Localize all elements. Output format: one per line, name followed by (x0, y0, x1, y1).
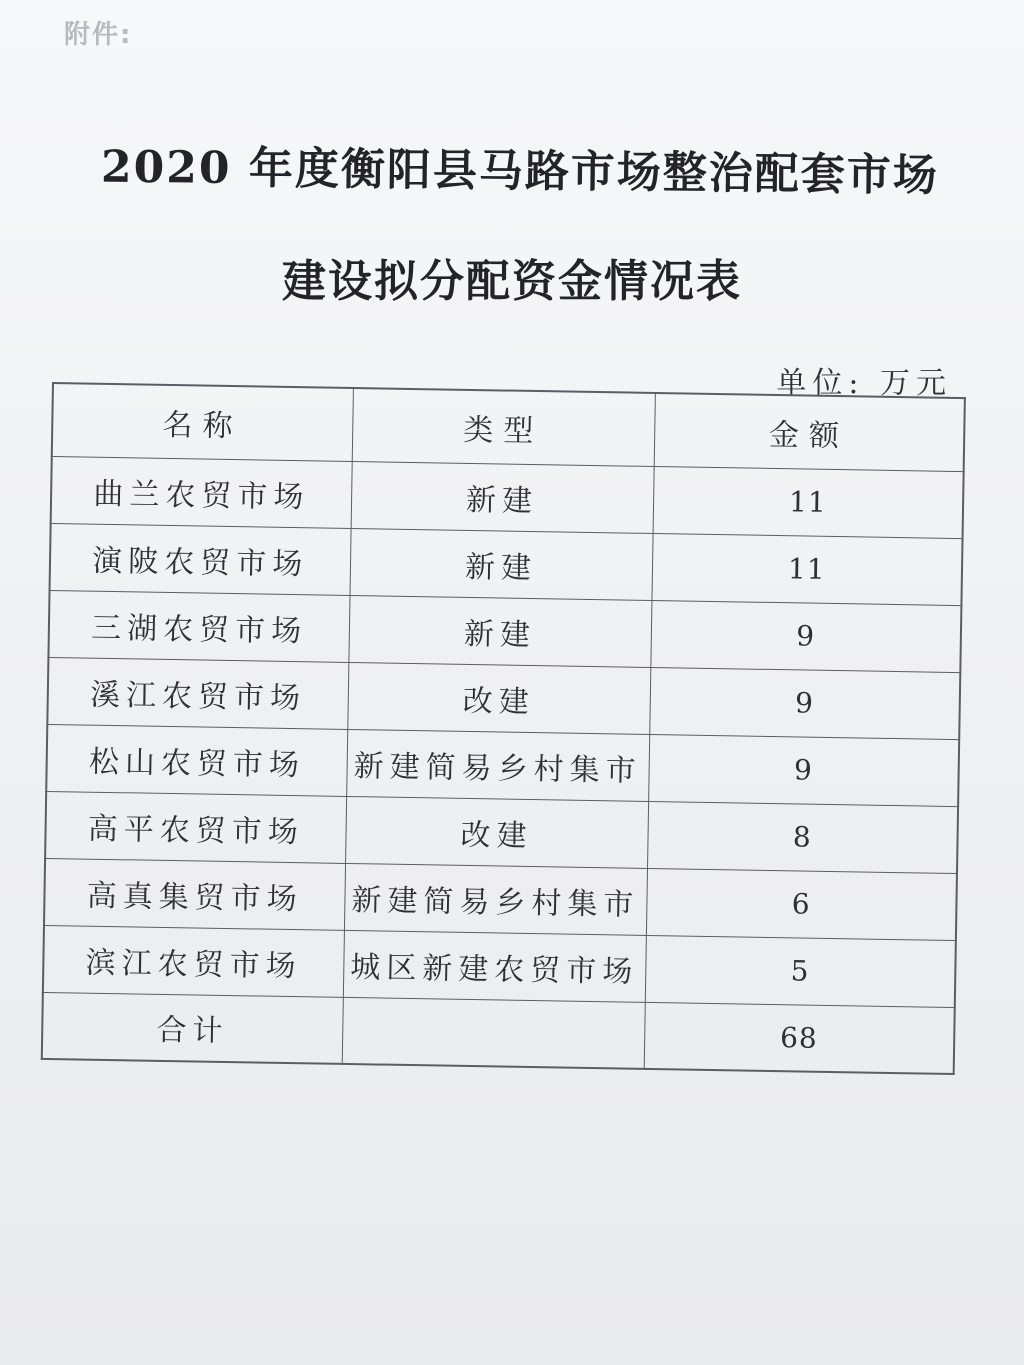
market-name-cell: 高真集贸市场 (44, 858, 345, 930)
amount-cell: 9 (648, 734, 959, 806)
market-name-cell: 松山农贸市场 (46, 724, 347, 796)
market-type-cell: 改建 (345, 796, 648, 868)
amount-cell: 9 (649, 667, 960, 739)
market-type-cell: 新建 (351, 461, 654, 533)
funding-table-container (41, 382, 964, 1073)
amount-cell: 9 (650, 600, 961, 672)
total-type-cell (342, 997, 645, 1069)
market-type-cell: 新建 (348, 595, 651, 667)
amount-cell: 8 (647, 801, 958, 873)
document-title-line-1: 2020 年度衡阳县马路市场整治配套市场 (100, 141, 940, 202)
column-header-name: 名称 (52, 383, 353, 461)
total-label-cell: 合计 (42, 992, 343, 1064)
market-name-cell: 滨江农贸市场 (43, 925, 344, 997)
market-type-cell: 改建 (347, 662, 650, 734)
market-name-cell: 曲兰农贸市场 (51, 456, 352, 528)
amount-cell: 11 (653, 466, 964, 538)
total-row (42, 992, 955, 1074)
market-type-cell: 新建 (350, 528, 653, 600)
attachment-label: 附件: (64, 20, 133, 50)
market-name-cell: 溪江农贸市场 (47, 657, 348, 729)
market-name-cell: 高平农贸市场 (45, 791, 346, 863)
unit-label: 单位: 万元 (776, 366, 952, 401)
market-name-cell: 演陂农贸市场 (50, 523, 351, 595)
amount-cell: 11 (651, 533, 962, 605)
total-amount-cell: 68 (644, 1002, 955, 1074)
market-type-cell: 新建简易乡村集市 (346, 729, 649, 801)
funding-table (41, 382, 966, 1075)
amount-cell: 5 (645, 935, 956, 1007)
column-header-amount: 金额 (654, 393, 965, 471)
market-type-cell: 城区新建农贸市场 (343, 930, 646, 1002)
amount-cell: 6 (646, 868, 957, 940)
market-type-cell: 新建简易乡村集市 (344, 863, 647, 935)
document-title-line-2: 建设拟分配资金情况表 (282, 256, 742, 307)
column-header-type: 类型 (352, 388, 655, 466)
market-name-cell: 三湖农贸市场 (48, 590, 349, 662)
